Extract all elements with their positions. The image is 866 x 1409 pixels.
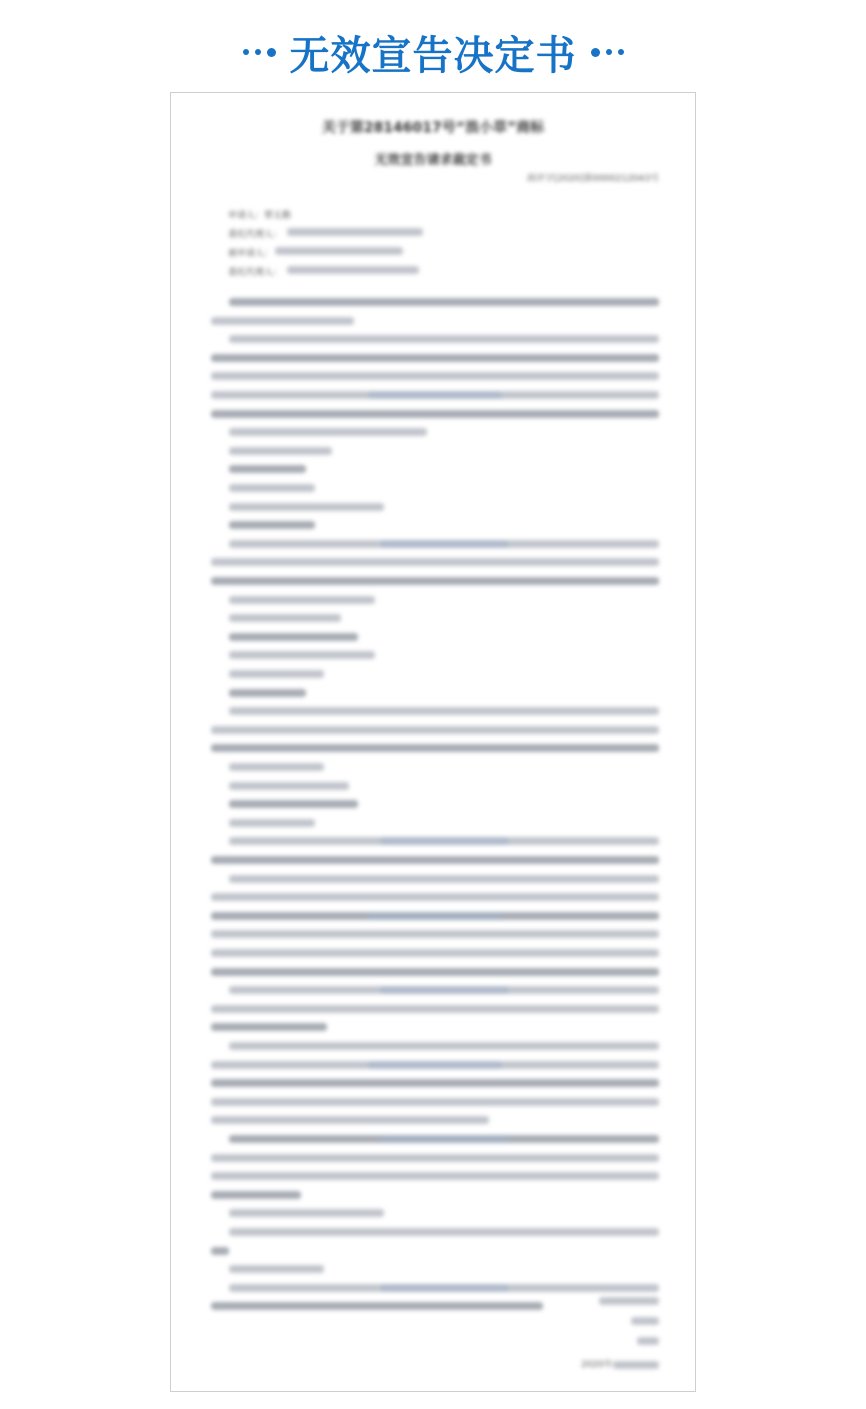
body-text-line bbox=[211, 1172, 659, 1180]
document-subtitle: 无效宣告请求裁定书 bbox=[374, 153, 492, 168]
body-text-line bbox=[229, 596, 375, 604]
body-text-line bbox=[211, 372, 659, 380]
body-text-line bbox=[229, 447, 332, 455]
body-text-line bbox=[229, 1265, 324, 1273]
body-text-line bbox=[229, 651, 375, 659]
signature-date: 2020年 bbox=[581, 1357, 659, 1370]
body-text-line bbox=[211, 1023, 327, 1031]
body-text-line bbox=[211, 726, 659, 734]
body-text-line bbox=[229, 875, 659, 883]
body-text-line bbox=[211, 968, 659, 976]
body-text-line bbox=[211, 744, 659, 752]
body-text-line bbox=[211, 1302, 543, 1310]
body-text-line bbox=[229, 819, 315, 827]
redacted-segment bbox=[368, 912, 502, 920]
left-dots-decoration bbox=[243, 48, 276, 57]
redacted-segment bbox=[380, 1135, 509, 1143]
body-text-line bbox=[211, 856, 659, 864]
body-text-line bbox=[211, 930, 659, 938]
right-dots-decoration bbox=[591, 48, 624, 57]
body-text-line bbox=[211, 1005, 659, 1013]
party-respondent-agent: 委托代理人： bbox=[228, 268, 283, 278]
body-text-line bbox=[229, 428, 427, 436]
body-text-line bbox=[211, 1247, 229, 1255]
body-text-line bbox=[229, 614, 341, 622]
body-text-line bbox=[229, 335, 659, 343]
body-text-line bbox=[211, 1154, 659, 1162]
signature-line-2 bbox=[631, 1317, 659, 1328]
body-text-line bbox=[229, 1228, 659, 1236]
document-title: 关于第28146017号“浪小草”商标 bbox=[321, 120, 545, 136]
body-text-line bbox=[229, 1209, 384, 1217]
document-number: 商评字[2020]第0000212043号 bbox=[526, 174, 659, 184]
signature-line-3 bbox=[637, 1337, 659, 1348]
body-text-line bbox=[211, 558, 659, 566]
body-text-line bbox=[229, 521, 315, 529]
body-text-line bbox=[211, 1079, 659, 1087]
body-text-line bbox=[211, 893, 659, 901]
party-applicant: 申请人：覃太勤 bbox=[228, 211, 292, 221]
body-text-line bbox=[211, 354, 659, 362]
page-banner bbox=[0, 22, 866, 82]
body-text-line bbox=[229, 298, 659, 306]
document-image bbox=[170, 92, 696, 1392]
body-text-line bbox=[229, 484, 315, 492]
party-respondent: 被申请人： bbox=[228, 249, 274, 259]
body-text-line bbox=[229, 503, 384, 511]
party-applicant-agent: 委托代理人： bbox=[228, 230, 283, 240]
redacted-segment bbox=[380, 837, 509, 845]
body-text-line bbox=[229, 782, 349, 790]
body-text-line bbox=[211, 410, 659, 418]
body-text-line bbox=[229, 800, 358, 808]
signature-line-1 bbox=[599, 1297, 659, 1308]
body-text-line bbox=[211, 1116, 489, 1124]
body-text-line bbox=[229, 633, 358, 641]
body-text-line bbox=[229, 689, 306, 697]
body-text-line bbox=[211, 577, 659, 585]
body-text-line bbox=[229, 1042, 659, 1050]
body-text-line bbox=[229, 707, 659, 715]
redacted-segment bbox=[380, 1284, 509, 1292]
redacted-segment bbox=[380, 986, 509, 994]
redacted-segment bbox=[368, 1061, 502, 1069]
redacted-segment bbox=[380, 540, 509, 548]
redacted-segment bbox=[368, 391, 502, 399]
body-text-line bbox=[211, 949, 659, 957]
body-text-line bbox=[229, 670, 324, 678]
banner-title: 无效宣告决定书 bbox=[289, 32, 577, 79]
body-text-line bbox=[211, 1098, 659, 1106]
body-text-line bbox=[229, 763, 324, 771]
body-text-line bbox=[211, 1191, 301, 1199]
body-text-line bbox=[229, 465, 306, 473]
body-text-line bbox=[211, 317, 354, 325]
